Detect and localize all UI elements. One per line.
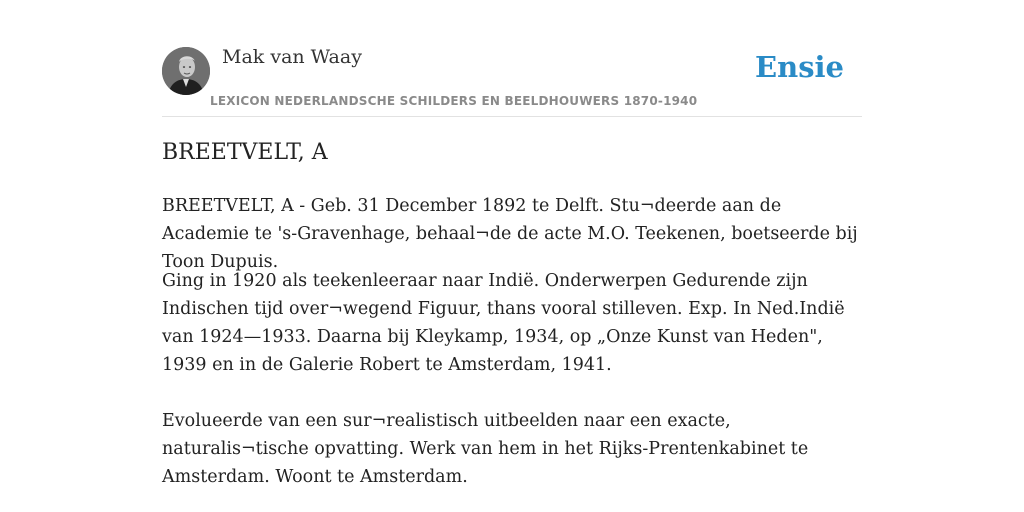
article-paragraph-1: BREETVELT, A - Geb. 31 December 1892 te Delft. Stu¬deerde aan de Academie te 's-Gravenhage, behaal¬de de acte M.O. Teekenen, boetseerde bij Toon Dupuis.: [162, 196, 858, 272]
article-paragraph-2: Ging in 1920 als teekenleeraar naar Indië. Onderwerpen Gedurende zijn Indischen tijd over¬wegend Figuur, thans vooral stilleven. Exp. In Ned.Indië van 1924—1933. Daarna bij Kleykamp, 1934, op „Onze Kunst van Heden", 1939 en in de Galerie Robert te Amsterdam, 1941.: [162, 271, 845, 375]
page-header: [162, 44, 862, 117]
ensie-logo[interactable]: Ensie: [755, 50, 844, 84]
author-name[interactable]: Mak van Waay: [222, 46, 362, 68]
source-subtitle[interactable]: LEXICON NEDERLANDSCHE SCHILDERS EN BEELDHOUWERS 1870-1940: [210, 94, 698, 108]
article-title: BREETVELT, A: [162, 140, 328, 165]
portrait-icon: [162, 47, 210, 95]
author-avatar[interactable]: [162, 47, 210, 95]
article-paragraph-3: Evolueerde van een sur¬realistisch uitbeelden naar een exacte, naturalis¬tische opvatting. Werk van hem in het Rijks-Prentenkabinet te Amsterdam. Woont te Amsterdam.: [162, 411, 809, 487]
